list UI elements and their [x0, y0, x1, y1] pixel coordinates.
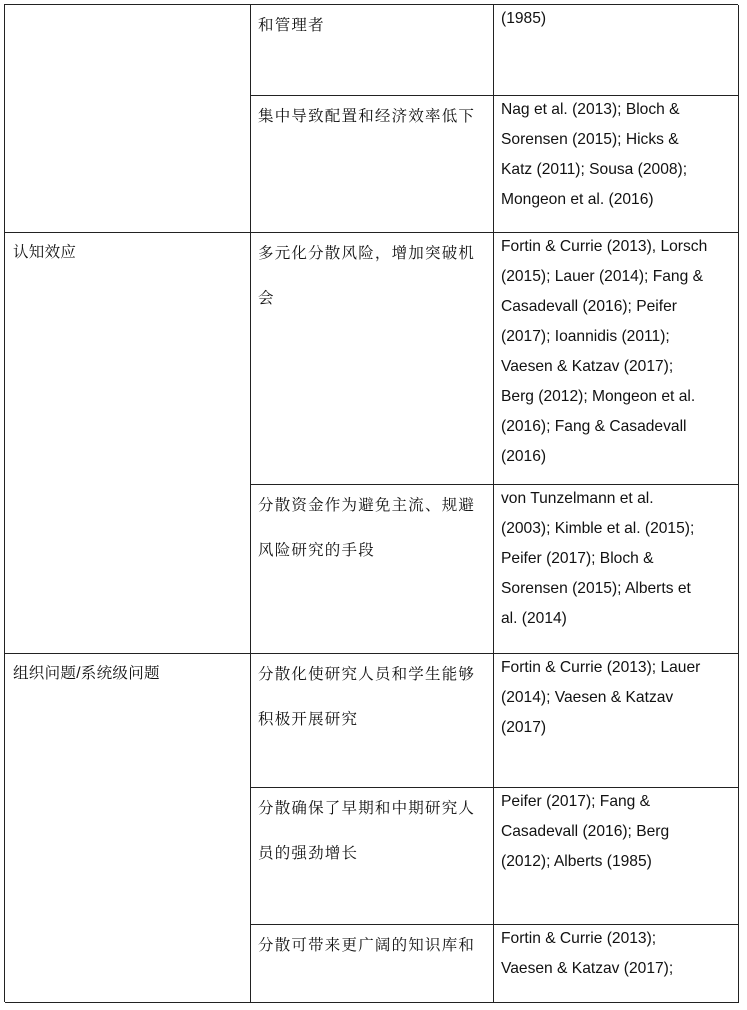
category-cell-3 [5, 654, 251, 1003]
references-text: von Tunzelmann et al. (2003); Kimble et al. (2015); Peifer (2017); Bloch & Sorensen (2015); Alberts et al. (2014) [501, 490, 695, 627]
references-text: (1985) [501, 10, 547, 27]
table-row [494, 233, 739, 485]
category-label: 组织问题/系统级问题 [13, 665, 160, 682]
effect-text: 和管理者 [258, 17, 325, 34]
category-label: 认知效应 [13, 244, 77, 261]
table-row [251, 5, 494, 96]
table-row [494, 654, 739, 788]
table-row [494, 96, 739, 233]
table-row [251, 96, 494, 233]
references-text: Nag et al. (2013); Bloch & Sorensen (2015); Hicks & Katz (2011); Sousa (2008); Mongeon et al. (2016) [501, 101, 688, 208]
table-row [494, 788, 739, 925]
references-text: Fortin & Currie (2013); Vaesen & Katzav (2017); [501, 930, 674, 977]
table-row [251, 925, 494, 1003]
references-text: Fortin & Currie (2013), Lorsch (2015); Lauer (2014); Fang & Casadevall (2016); Peifer (2017); Ioannidis (2011); Vaesen & Katzav (2017); Berg (2012); Mongeon et al. (2016); Fang & Casadevall (2016) [501, 238, 708, 465]
references-text: Fortin & Currie (2013); Lauer (2014); Vaesen & Katzav (2017) [501, 659, 701, 736]
table-row [251, 485, 494, 654]
effect-text: 分散化使研究人员和学生能够 积极开展研究 [258, 666, 476, 728]
effect-text: 分散可带来更广阔的知识库和 [258, 937, 476, 954]
effect-text: 集中导致配置和经济效率低下 [258, 108, 476, 125]
references-table [4, 4, 738, 1002]
references-text: Peifer (2017); Fang & Casadevall (2016); Berg (2012); Alberts (1985) [501, 793, 670, 870]
category-cell-1 [5, 5, 251, 233]
table-row [494, 925, 739, 1003]
table-row [494, 485, 739, 654]
table-row [251, 654, 494, 788]
table-row [494, 5, 739, 96]
effect-text: 分散资金作为避免主流、规避 风险研究的手段 [258, 497, 476, 559]
category-cell-2 [5, 233, 251, 654]
effect-text: 多元化分散风险，增加突破机 会 [258, 245, 476, 307]
table-row [251, 788, 494, 925]
effect-text: 分散确保了早期和中期研究人 员的强劲增长 [258, 800, 476, 862]
table-row [251, 233, 494, 485]
